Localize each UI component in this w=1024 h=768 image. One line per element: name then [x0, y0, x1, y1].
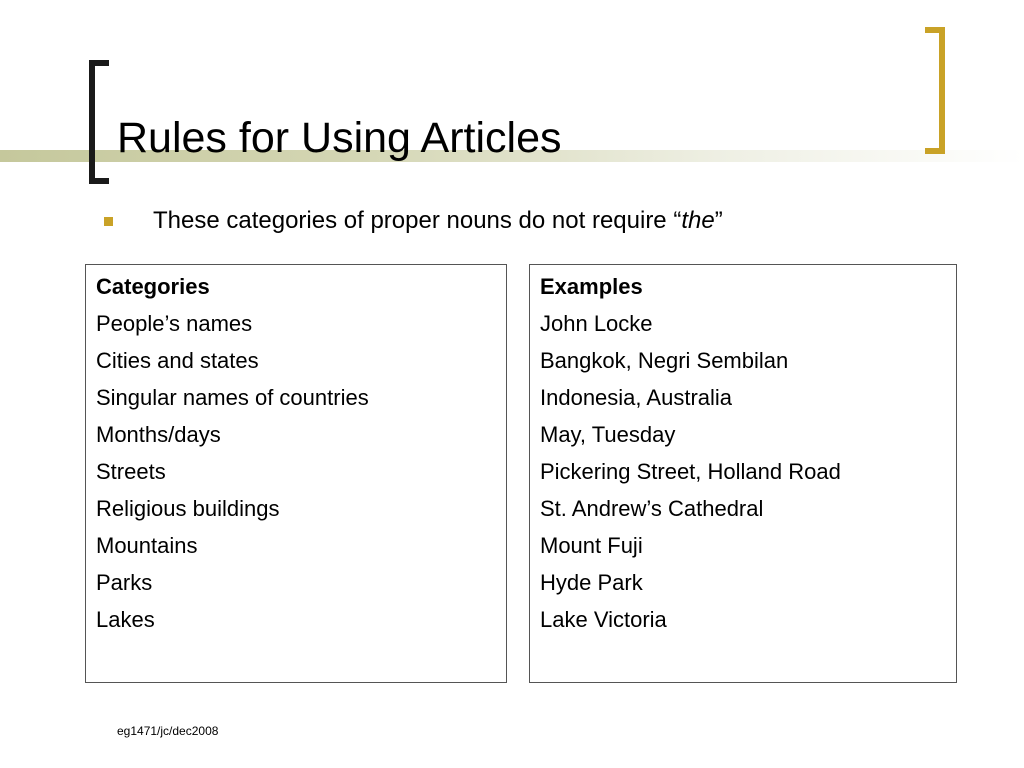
square-bullet-icon — [104, 217, 113, 226]
examples-list — [540, 309, 946, 635]
category-item: Mountains — [96, 533, 198, 558]
examples-header: Examples — [540, 274, 643, 299]
examples-box — [529, 264, 957, 683]
bullet-text — [153, 203, 723, 239]
category-item: Parks — [96, 570, 153, 595]
category-item: Lakes — [96, 607, 155, 632]
category-item: Singular names of countries — [96, 385, 369, 410]
bullet-emphasis-word: the — [681, 207, 715, 234]
bullet-point — [104, 203, 723, 239]
bullet-text-main: These categories of proper nouns do not require “ — [153, 207, 682, 234]
bullet-closing-quote: ” — [714, 207, 723, 234]
example-item: Mount Fuji — [540, 533, 643, 558]
example-item: John Locke — [540, 311, 653, 336]
example-item: Pickering Street, Holland Road — [540, 459, 841, 484]
footer-text: eg1471/jc/dec2008 — [117, 724, 219, 738]
categories-box — [85, 264, 507, 683]
categories-list — [96, 309, 496, 635]
example-item: St. Andrew’s Cathedral — [540, 496, 764, 521]
example-item: Hyde Park — [540, 570, 643, 595]
slide-title: Rules for Using Articles — [117, 114, 562, 162]
example-item: Bangkok, Negri Sembilan — [540, 348, 789, 373]
example-item: Indonesia, Australia — [540, 385, 733, 410]
category-item: Religious buildings — [96, 496, 280, 521]
example-item: May, Tuesday — [540, 422, 676, 447]
left-bracket-decoration — [89, 60, 109, 184]
categories-header: Categories — [96, 274, 210, 299]
right-bracket-decoration — [925, 27, 945, 154]
category-item: Months/days — [96, 422, 221, 447]
example-item: Lake Victoria — [540, 607, 667, 632]
category-item: People’s names — [96, 311, 253, 336]
category-item: Cities and states — [96, 348, 259, 373]
category-item: Streets — [96, 459, 166, 484]
